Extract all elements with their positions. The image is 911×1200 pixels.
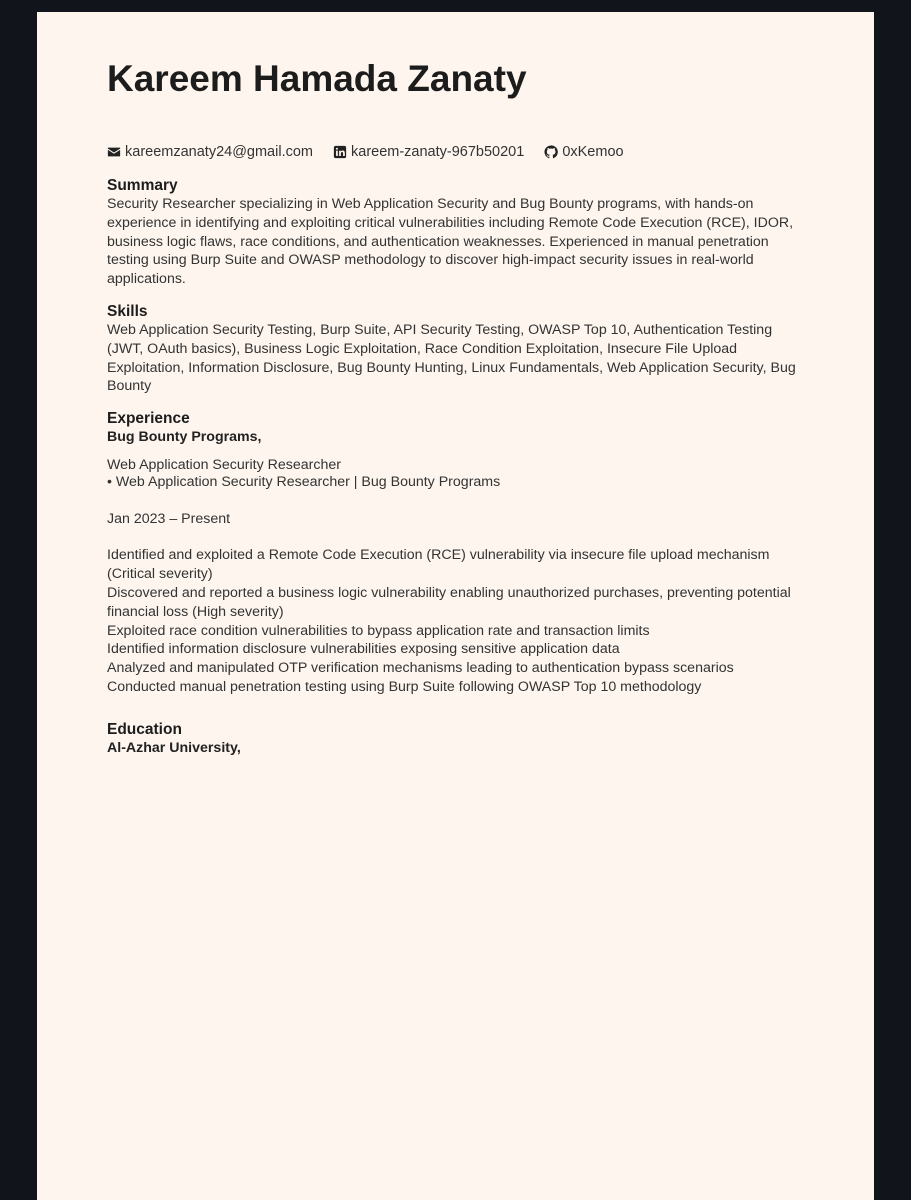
github-text: 0xKemoo <box>562 144 624 160</box>
education-heading: Education <box>107 721 182 738</box>
github-icon <box>544 145 558 159</box>
resume-page <box>37 12 874 1200</box>
email-text: kareemzanaty24@gmail.com <box>125 144 313 160</box>
contact-github[interactable] <box>544 144 623 160</box>
experience-section <box>107 410 807 697</box>
summary-text: Security Researcher specializing in Web Application Security and Bug Bounty programs, with hands-on experience in identifying and exploiting critical vulnerabilities including Remote Code Execution (RCE), IDOR, business logic flaws, race conditions, and authentication weaknesses. Experienced in manual penetration testing using Burp Suite and OWASP methodology to discover high-impact security issues in real-world applications. <box>107 196 794 288</box>
candidate-name: Kareem Hamada Zanaty <box>107 58 527 99</box>
experience-item: Analyzed and manipulated OTP verification mechanisms leading to authentication bypass scenarios <box>107 660 734 677</box>
experience-org: Bug Bounty Programs, <box>107 429 262 445</box>
experience-item: Exploited race condition vulnerabilities to bypass application rate and transaction limits <box>107 622 650 639</box>
envelope-icon <box>107 145 121 159</box>
experience-heading: Experience <box>107 410 190 427</box>
contact-row <box>107 144 644 160</box>
experience-items <box>107 546 807 696</box>
linkedin-icon <box>333 145 347 159</box>
contact-email[interactable] <box>107 144 313 160</box>
skills-heading: Skills <box>107 303 148 320</box>
linkedin-text: kareem-zanaty-967b50201 <box>351 144 525 160</box>
experience-item: Identified and exploited a Remote Code Execution (RCE) vulnerability via insecure file upload mechanism (Critical severity) <box>107 547 770 583</box>
summary-section <box>107 177 807 289</box>
education-section <box>107 721 807 757</box>
experience-item: Conducted manual penetration testing using Burp Suite following OWASP Top 10 methodology <box>107 678 702 695</box>
experience-dates: Jan 2023 – Present <box>107 510 231 527</box>
experience-role-bullet: • Web Application Security Researcher | Bug Bounty Programs <box>107 473 501 490</box>
experience-item: Discovered and reported a business logic vulnerability enabling unauthorized purchases, preventing potential financial loss (High severity) <box>107 584 791 620</box>
education-school: Al-Azhar University, <box>107 740 241 756</box>
experience-item: Identified information disclosure vulnerabilities exposing sensitive application data <box>107 641 620 658</box>
skills-section <box>107 303 807 396</box>
experience-role: Web Application Security Researcher <box>107 457 341 473</box>
contact-linkedin[interactable] <box>333 144 524 160</box>
skills-text: Web Application Security Testing, Burp Suite, API Security Testing, OWASP Top 10, Authentication Testing (JWT, OAuth basics), Business Logic Exploitation, Race Condition Exploitation, Insecure File Upload Exploitation, Information Disclosure, Bug Bounty Hunting, Linux Fundamentals, Web Application Security, Bug Bounty <box>107 322 796 395</box>
summary-heading: Summary <box>107 177 178 194</box>
